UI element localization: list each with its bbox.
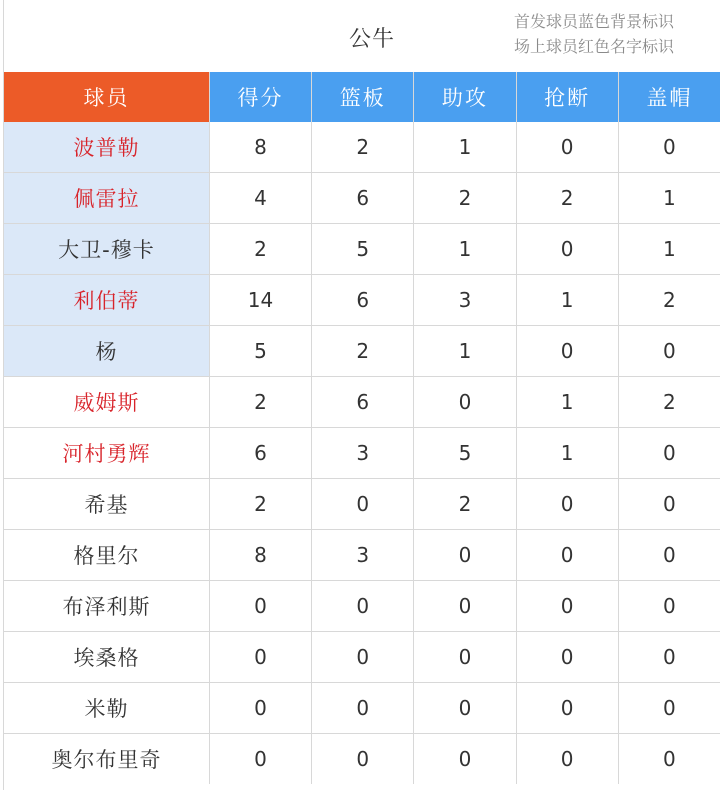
- blocks-cell: 1: [618, 224, 720, 275]
- assists-cell: 0: [414, 377, 516, 428]
- steals-cell: 0: [516, 326, 618, 377]
- steals-cell: 0: [516, 734, 618, 785]
- table-row: [4, 479, 720, 530]
- player-name[interactable]: 利伯蒂: [4, 275, 209, 326]
- steals-cell: 0: [516, 683, 618, 734]
- team-name: 公牛: [349, 27, 396, 52]
- assists-cell: 5: [414, 428, 516, 479]
- points-cell: 8: [209, 530, 311, 581]
- points-cell: 5: [209, 326, 311, 377]
- points-cell: 0: [209, 683, 311, 734]
- assists-cell: 0: [414, 530, 516, 581]
- steals-cell: 1: [516, 428, 618, 479]
- player-name[interactable]: 佩雷拉: [4, 173, 209, 224]
- player-name[interactable]: 米勒: [4, 683, 209, 734]
- assists-cell: 1: [414, 224, 516, 275]
- steals-cell: 2: [516, 173, 618, 224]
- blocks-cell: 0: [618, 428, 720, 479]
- points-cell: 4: [209, 173, 311, 224]
- assists-cell: 1: [414, 326, 516, 377]
- points-cell: 0: [209, 632, 311, 683]
- points-cell: 2: [209, 224, 311, 275]
- assists-cell: 0: [414, 734, 516, 785]
- box-score-panel: [3, 0, 720, 790]
- steals-cell: 1: [516, 377, 618, 428]
- column-header-blocks[interactable]: 盖帽: [618, 72, 720, 122]
- rebounds-cell: 0: [312, 581, 414, 632]
- rebounds-cell: 0: [312, 632, 414, 683]
- legend-starter-note: 首发球员蓝色背景标识: [514, 12, 675, 31]
- table-row: [4, 224, 720, 275]
- steals-cell: 0: [516, 479, 618, 530]
- steals-cell: 0: [516, 122, 618, 173]
- header-row: [4, 72, 720, 122]
- steals-cell: 1: [516, 275, 618, 326]
- player-name[interactable]: 希基: [4, 479, 209, 530]
- table-row: [4, 530, 720, 581]
- table-row: [4, 275, 720, 326]
- points-cell: 0: [209, 581, 311, 632]
- points-cell: 0: [209, 734, 311, 785]
- blocks-cell: 0: [618, 530, 720, 581]
- table-row: [4, 428, 720, 479]
- blocks-cell: 0: [618, 632, 720, 683]
- points-cell: 14: [209, 275, 311, 326]
- table-row: [4, 326, 720, 377]
- rebounds-cell: 0: [312, 683, 414, 734]
- player-name[interactable]: 杨: [4, 326, 209, 377]
- assists-cell: 1: [414, 122, 516, 173]
- points-cell: 2: [209, 479, 311, 530]
- column-header-steals[interactable]: 抢断: [516, 72, 618, 122]
- player-name[interactable]: 埃桑格: [4, 632, 209, 683]
- blocks-cell: 0: [618, 122, 720, 173]
- steals-cell: 0: [516, 530, 618, 581]
- table-row: [4, 734, 720, 785]
- blocks-cell: 2: [618, 275, 720, 326]
- rebounds-cell: 6: [312, 173, 414, 224]
- steals-cell: 0: [516, 224, 618, 275]
- rebounds-cell: 3: [312, 530, 414, 581]
- table-row: [4, 683, 720, 734]
- blocks-cell: 0: [618, 581, 720, 632]
- points-cell: 2: [209, 377, 311, 428]
- column-header-player[interactable]: 球员: [4, 72, 209, 122]
- assists-cell: 2: [414, 479, 516, 530]
- stats-table: [4, 72, 720, 784]
- blocks-cell: 0: [618, 734, 720, 785]
- player-name[interactable]: 奥尔布里奇: [4, 734, 209, 785]
- steals-cell: 0: [516, 632, 618, 683]
- table-row: [4, 377, 720, 428]
- table-row: [4, 173, 720, 224]
- player-name[interactable]: 布泽利斯: [4, 581, 209, 632]
- rebounds-cell: 3: [312, 428, 414, 479]
- points-cell: 8: [209, 122, 311, 173]
- legend: [514, 9, 674, 59]
- player-name[interactable]: 河村勇辉: [4, 428, 209, 479]
- rebounds-cell: 5: [312, 224, 414, 275]
- player-name[interactable]: 大卫-穆卡: [4, 224, 209, 275]
- player-name[interactable]: 威姆斯: [4, 377, 209, 428]
- table-row: [4, 581, 720, 632]
- blocks-cell: 1: [618, 173, 720, 224]
- column-header-points[interactable]: 得分: [209, 72, 311, 122]
- assists-cell: 0: [414, 683, 516, 734]
- player-name[interactable]: 波普勒: [4, 122, 209, 173]
- rebounds-cell: 6: [312, 275, 414, 326]
- rebounds-cell: 0: [312, 479, 414, 530]
- blocks-cell: 2: [618, 377, 720, 428]
- player-name[interactable]: 格里尔: [4, 530, 209, 581]
- column-header-rebounds[interactable]: 篮板: [312, 72, 414, 122]
- assists-cell: 2: [414, 173, 516, 224]
- column-header-assists[interactable]: 助攻: [414, 72, 516, 122]
- blocks-cell: 0: [618, 479, 720, 530]
- points-cell: 6: [209, 428, 311, 479]
- player-rows: [4, 122, 720, 784]
- table-row: [4, 122, 720, 173]
- legend-on-court-note: 场上球员红色名字标识: [514, 37, 675, 56]
- rebounds-cell: 2: [312, 122, 414, 173]
- assists-cell: 0: [414, 581, 516, 632]
- rebounds-cell: 0: [312, 734, 414, 785]
- blocks-cell: 0: [618, 683, 720, 734]
- steals-cell: 0: [516, 581, 618, 632]
- assists-cell: 3: [414, 275, 516, 326]
- table-row: [4, 632, 720, 683]
- blocks-cell: 0: [618, 326, 720, 377]
- team-header: [4, 0, 720, 73]
- rebounds-cell: 2: [312, 326, 414, 377]
- rebounds-cell: 6: [312, 377, 414, 428]
- assists-cell: 0: [414, 632, 516, 683]
